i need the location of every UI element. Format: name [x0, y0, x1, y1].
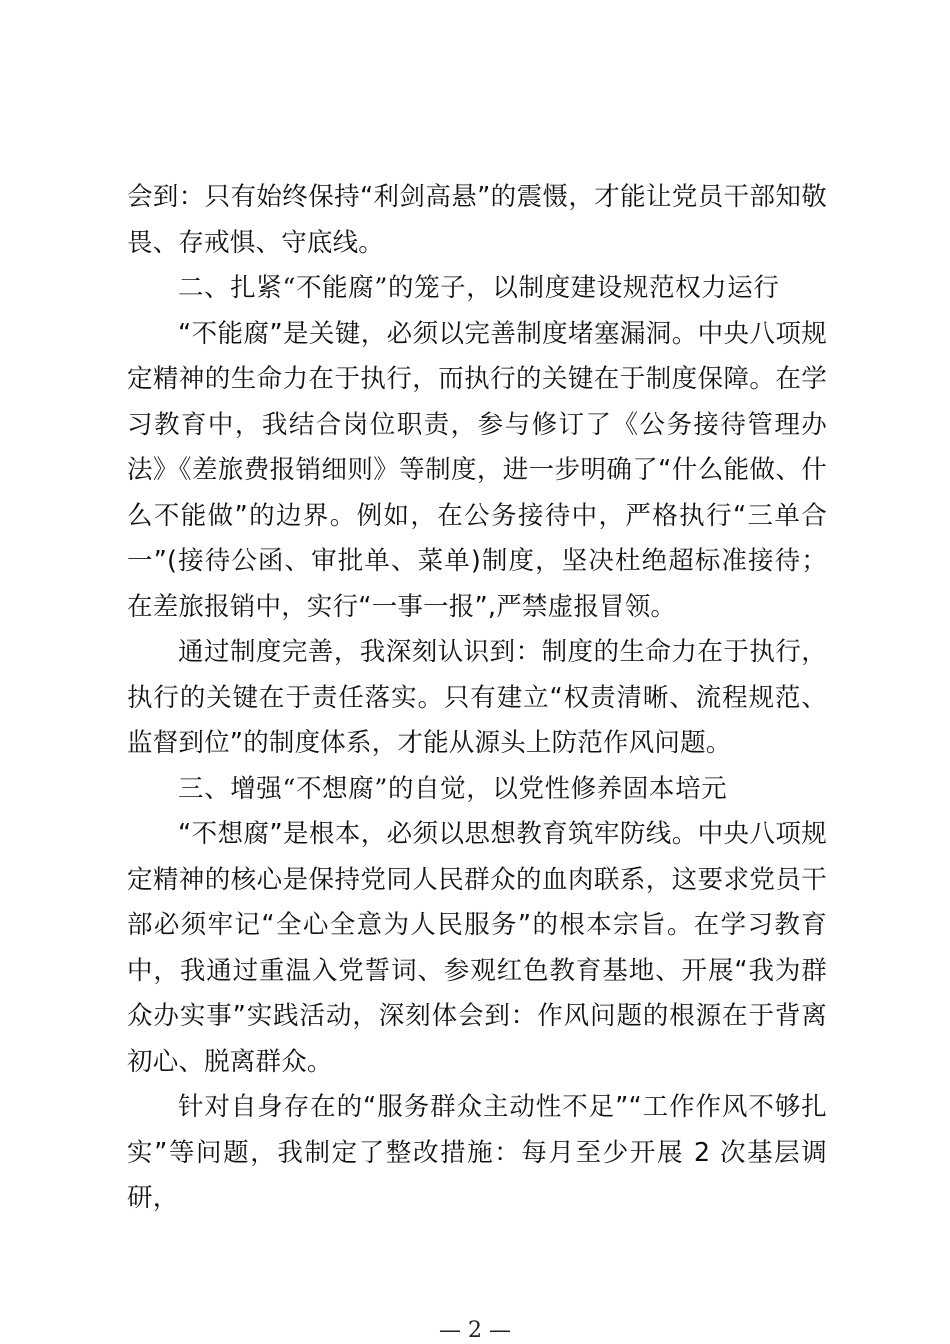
paragraph: 通过制度完善，我深刻认识到：制度的生命力在于执行，执行的关键在于责任落实。只有建立“权责清晰、流程规范、监督到位”的制度体系，才能从源头上防范作风问题。	[127, 637, 827, 758]
paragraph: 针对自身存在的“服务群众主动性不足”“工作作风不够扎实”等问题，我制定了整改措施：每月至少开展 2 次基层调研，	[127, 1092, 827, 1213]
section-heading-two: 二、扎紧“不能腐”的笼子，以制度建设规范权力运行	[178, 273, 780, 303]
page-number: — 2 —	[439, 1318, 511, 1343]
paragraph-continuation: 会到：只有始终保持“利剑高悬”的震慑，才能让党员干部知敬畏、存戒惧、守底线。	[127, 182, 827, 258]
paragraph: “不想腐”是根本，必须以思想教育筑牢防线。中央八项规定精神的核心是保持党同人民群众的血肉联系，这要求党员干部必须牢记“全心全意为人民服务”的根本宗旨。在学习教育中，我通过重温入党誓词、参观红色教育基地、开展“我为群众办实事”实践活动，深刻体会到：作风问题的根源在于背离初心、脱离群众。	[127, 819, 827, 1077]
document-body	[127, 175, 827, 1222]
paragraph: “不能腐”是关键，必须以完善制度堵塞漏洞。中央八项规定精神的生命力在于执行，而执行的关键在于制度保障。在学习教育中，我结合岗位职责，参与修订了《公务接待管理办法》《差旅费报销细则》等制度，进一步明确了“什么能做、什么不能做”的边界。例如，在公务接待中，严格执行“三单合一”(接待公函、审批单、菜单)制度，坚决杜绝超标准接待；在差旅报销中，实行“一事一报”,严禁虚报冒领。	[127, 318, 827, 622]
section-heading-three: 三、增强“不想腐”的自觉，以党性修养固本培元	[178, 773, 728, 804]
